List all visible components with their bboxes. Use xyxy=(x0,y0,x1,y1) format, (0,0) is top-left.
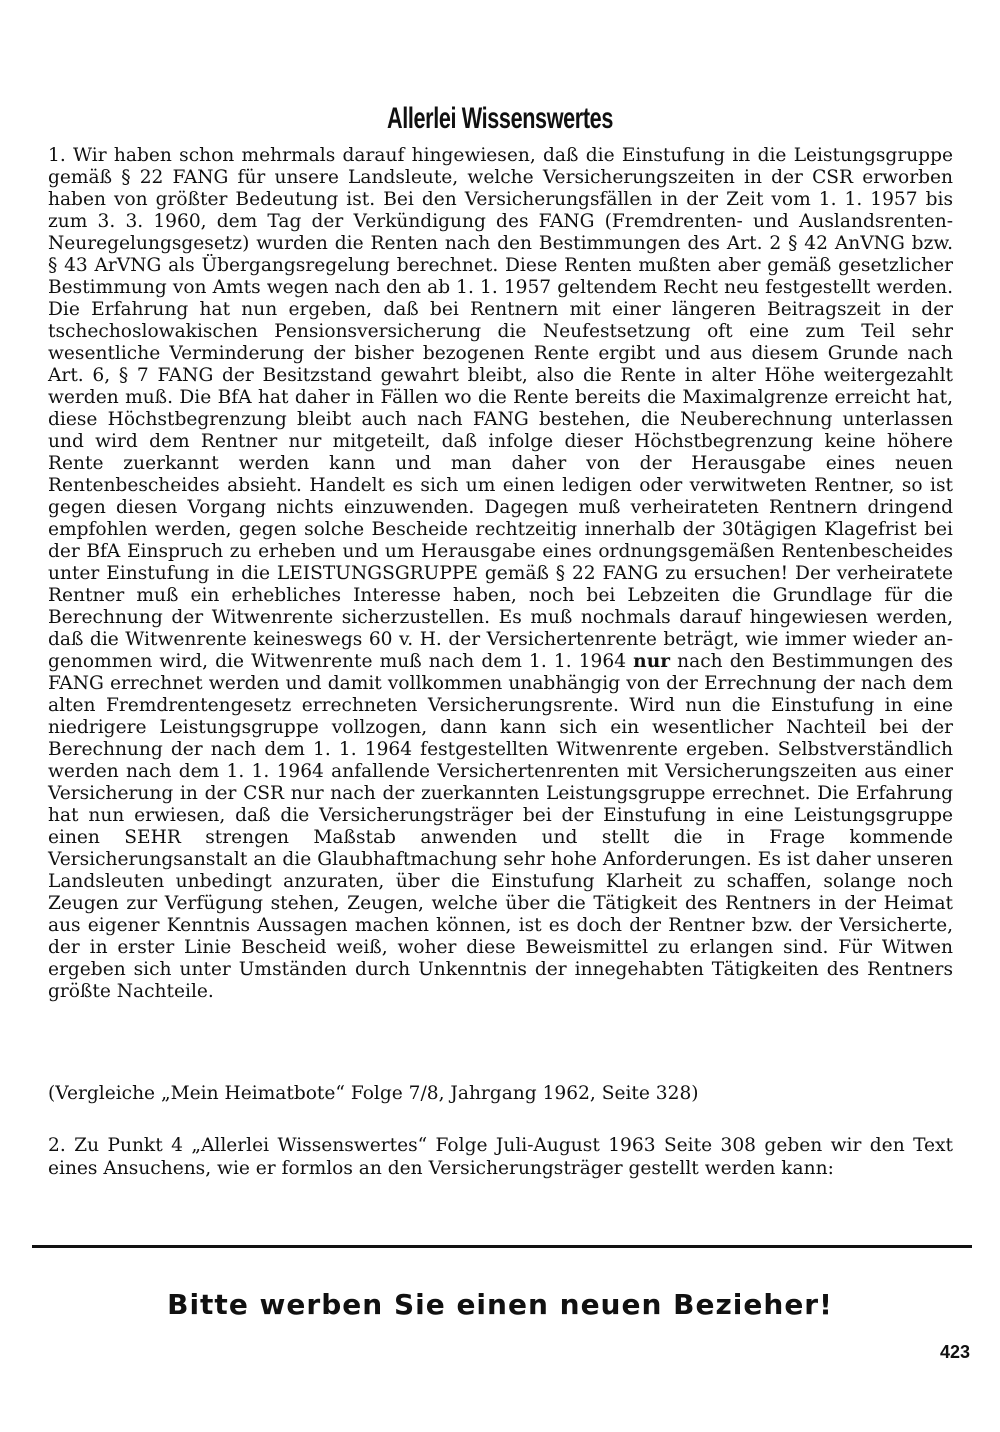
citation: (Vergleiche „Mein Heimatbote“ Folge 7/8, Jahrgang 1962, Seite 328) xyxy=(48,1083,699,1104)
paragraph-1-text-a: 1. Wir haben schon mehrmals darauf hingewiesen, daß die Einstufung in die Leistungsgruppe gemäß § 22 FANG für unsere Landsleute, welche Versicherungszeiten in der CSR erworben haben von größter Bedeutung ist. Bei den Versicherungsfällen in der Zeit vom 1. 1. 1957 bis zum 3. 3. 1960, dem Tag der Verkündigung des FANG (Fremdrenten- und Auslandsrenten-Neuregelungsgesetz) wurden die Renten nach den Bestimmungen des Art. 2 § 42 AnVNG bzw. § 43 ArVNG als Übergangsregelung berechnet. Diese Renten mußten aber gemäß gesetzlicher Bestimmung von Amts wegen nach den ab 1. 1. 1957 geltendem Recht neu festgestellt werden. Die Erfahrung hat nun ergeben, daß bei Rentnern mit einer längeren Beitragszeit in der tschechoslowakischen Pensionsversicherung die Neufestsetzung oft eine zum Teil sehr wesentliche Verminderung der bisher bezogenen Rente ergibt und aus diesem Grunde nach Art. 6, § 7 FANG der Besitzstand gewahrt bleibt, also die Rente in alter Höhe weitergezahlt werden muß. Die BfA hat daher in Fällen wo die Rente bereits die Maximalgrenze erreicht hat, diese Höchstbegrenzung bleibt auch nach FANG bestehen, die Neuberechnung unterlassen und wird dem Rentner nur mitgeteilt, daß infolge dieser Höchstbegrenzung keine höhere Rente zuerkannt werden kann und man daher von der Herausgabe eines neuen Rentenbescheides absieht. Handelt es sich um einen ledigen oder verwitweten Rentner, so ist gegen diesen Vorgang nichts einzuwenden. Dagegen muß verheirateten Rentnern dringend empfohlen werden, gegen solche Bescheide rechtzeitig innerhalb der 30tägigen Klagefrist bei der BfA Einspruch zu erheben und um Herausgabe eines ordnungsgemäßen Rentenbescheides unter Einstufung in die LEISTUNGSGRUPPE gemäß § 22 FANG zu ersuchen! Der verheiratete Rentner muß ein erhebliches Interesse haben, noch bei Lebzeiten die Grundlage für die Berechnung der Witwenrente sicherzustellen. Es muß nochmals darauf hingewiesen werden, daß die Witwenrente keineswegs 60 v. H. der Versichertenrente beträgt, wie immer wieder angenommen wird, die Witwenrente muß nach dem 1. 1. 1964 xyxy=(48,145,953,672)
paragraph-1 xyxy=(48,145,953,1003)
page-title: Allerlei Wissenswertes xyxy=(386,102,613,136)
divider-rule xyxy=(32,1245,972,1248)
slogan: Bitte werben Sie einen neuen Bezieher! xyxy=(167,1288,833,1321)
paragraph-1-text-b: nach den Bestimmungen des FANG errechnet werden und damit vollkommen unabhängig von der Errechnung der nach dem alten Fremdrentengesetz errechneten Versicherungsrente. Wird nun die Einstufung in eine niedrigere Leistungsgruppe vollzogen, dann kann sich ein wesentlicher Nachteil bei der Berechnung der nach dem 1. 1. 1964 festgestellten Witwenrente ergeben. Selbstverständlich werden nach dem 1. 1. 1964 anfallende Versichertenrenten mit Versicherungszeiten aus einer Versicherung in der CSR nur nach der zuerkannten Leistungsgruppe errechnet. Die Erfahrung hat nun erwiesen, daß die Versicherungsträger bei der Einstufung in eine Leistungsgruppe einen SEHR strengen Maßstab anwenden und stellt die in Frage kommende Versicherungsanstalt an die Glaubhaftmachung sehr hohe Anforderungen. Es ist daher unseren Landsleuten unbedingt anzuraten, über die Einstufung Klarheit zu schaffen, solange noch Zeugen zur Verfügung stehen, Zeugen, welche über die Tätigkeit des Rentners in der Heimat aus eigener Kenntnis Aussagen machen können, ist es doch der Rentner bzw. der Versicherte, der in erster Linie Bescheid weiß, woher diese Beweismittel zu erlangen sind. Für Witwen ergeben sich unter Umständen durch Unkenntnis der innegehabten Tätigkeiten des Rentners größte Nachteile. xyxy=(48,651,953,1002)
paragraph-1-emphasis: nur xyxy=(633,651,671,672)
paragraph-2: 2. Zu Punkt 4 „Allerlei Wissenswertes“ Folge Juli-August 1963 Seite 308 geben wir den Text eines Ansuchens, wie er formlos an den Versicherungsträger gestellt werden kann: xyxy=(48,1135,953,1179)
page-number: 423 xyxy=(939,1342,970,1362)
